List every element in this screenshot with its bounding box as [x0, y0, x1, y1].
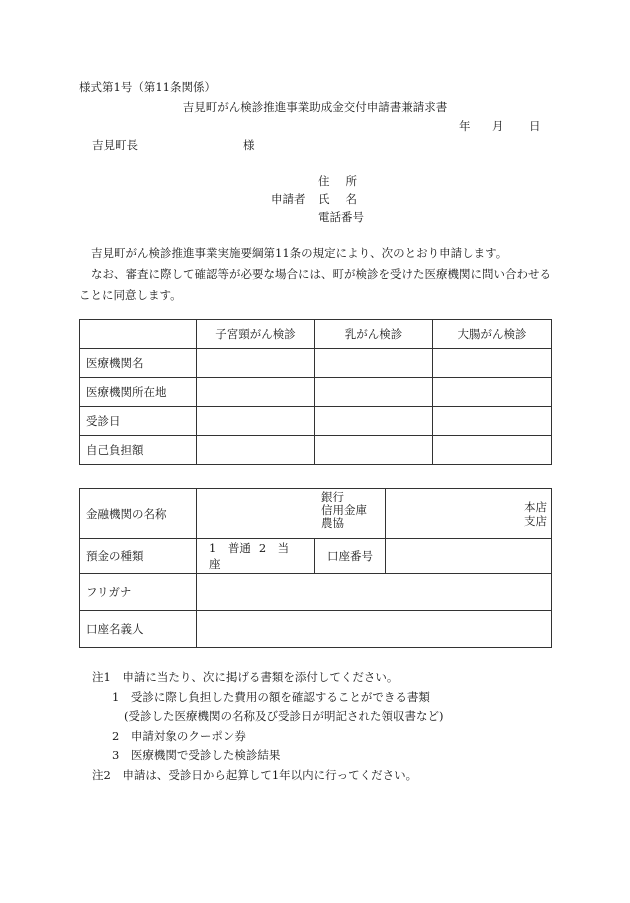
date-year-label: 年 [459, 119, 471, 133]
row-label-location: 医療機関所在地 [80, 378, 197, 407]
date-month-label: 月 [492, 119, 504, 133]
input-cell[interactable] [433, 436, 552, 465]
notes [92, 668, 443, 785]
document-title: 吉見町がん検診推進事業助成金交付申請書兼請求書 [182, 100, 448, 114]
applicant-label: 申請者 [271, 192, 306, 206]
form-number: 様式第1号（第11条関係） [79, 80, 216, 94]
input-cell[interactable] [315, 349, 433, 378]
input-cell[interactable] [197, 378, 315, 407]
exam-table-corner [80, 320, 197, 349]
input-cell[interactable] [315, 436, 433, 465]
body-text [79, 243, 559, 306]
note-1-item-1-detail: (受診した医療機関の名称及び受診日が明記された領収書など) [124, 709, 444, 723]
bank-kind-shinkin: 信用金庫 [321, 503, 367, 517]
exam-table [79, 319, 552, 465]
branch-kind-main: 本店 [524, 499, 547, 514]
exam-header-colorectal: 大腸がん検診 [433, 320, 552, 349]
bank-table [79, 488, 552, 648]
institution-label: 金融機関の名称 [80, 489, 197, 539]
applicant-name-label: 氏名 [318, 192, 373, 206]
deposit-option-current[interactable]: 2 当座 [209, 541, 290, 571]
furigana-label: フリガナ [80, 574, 197, 611]
account-holder-label: 口座名義人 [80, 611, 197, 648]
row-label-exam-date: 受診日 [80, 407, 197, 436]
bank-kind-bank: 銀行 [321, 490, 344, 504]
note-1-item-1: 1 受診に際し負担した費用の額を確認することができる書類 [112, 689, 430, 704]
bank-kind-nokyo: 農協 [321, 516, 344, 530]
row-label-institution: 医療機関名 [80, 349, 197, 378]
body-paragraph-2: なお、審査に際して確認等が必要な場合には、町が検診を受けた医療機関に問い合わせることに同意します。 [79, 267, 551, 302]
bank-kinds [321, 491, 367, 530]
deposit-option-ordinary[interactable]: 1 普通 [209, 541, 251, 555]
date-day-label: 日 [529, 119, 541, 133]
exam-table-header-row [80, 320, 552, 349]
exam-header-breast: 乳がん検診 [315, 320, 433, 349]
note-2: 注2 申請は、受診日から起算して1年以内に行ってください。 [92, 767, 418, 782]
institution-name-input[interactable] [197, 489, 386, 539]
furigana-input[interactable] [197, 574, 552, 611]
table-row [80, 574, 552, 611]
note-1-item-3: 3 医療機関で受診した検診結果 [112, 748, 281, 762]
input-cell[interactable] [197, 407, 315, 436]
table-row [80, 489, 552, 539]
deposit-type-label: 預金の種類 [80, 539, 197, 574]
note-1-item-2: 2 申請対象のクーポン券 [112, 728, 246, 743]
input-cell[interactable] [433, 407, 552, 436]
account-holder-input[interactable] [197, 611, 552, 648]
account-number-input[interactable] [386, 539, 552, 574]
input-cell[interactable] [433, 349, 552, 378]
branch-kind-branch: 支店 [524, 513, 547, 528]
table-row [80, 611, 552, 648]
input-cell[interactable] [433, 378, 552, 407]
note-1: 注1 申請に当たり、次に掲げる書類を添付してください。 [92, 670, 399, 684]
body-paragraph-1: 吉見町がん検診推進事業実施要綱第11条の規定により、次のとおり申請します。 [91, 246, 508, 260]
input-cell[interactable] [315, 407, 433, 436]
applicant-address-label: 住所 [318, 174, 373, 188]
applicant-phone-label: 電話番号 [318, 210, 364, 224]
exam-header-cervical: 子宮頸がん検診 [197, 320, 315, 349]
table-row [80, 407, 552, 436]
branch-input[interactable] [386, 489, 552, 539]
table-row [80, 349, 552, 378]
addressee-suffix: 様 [243, 138, 255, 152]
row-label-copay: 自己負担額 [80, 436, 197, 465]
input-cell[interactable] [315, 378, 433, 407]
table-row [80, 539, 552, 574]
account-number-label: 口座番号 [315, 539, 386, 574]
deposit-type-options[interactable] [197, 539, 315, 574]
addressee: 吉見町長 [92, 138, 138, 152]
table-row [80, 436, 552, 465]
input-cell[interactable] [197, 436, 315, 465]
input-cell[interactable] [197, 349, 315, 378]
table-row [80, 378, 552, 407]
